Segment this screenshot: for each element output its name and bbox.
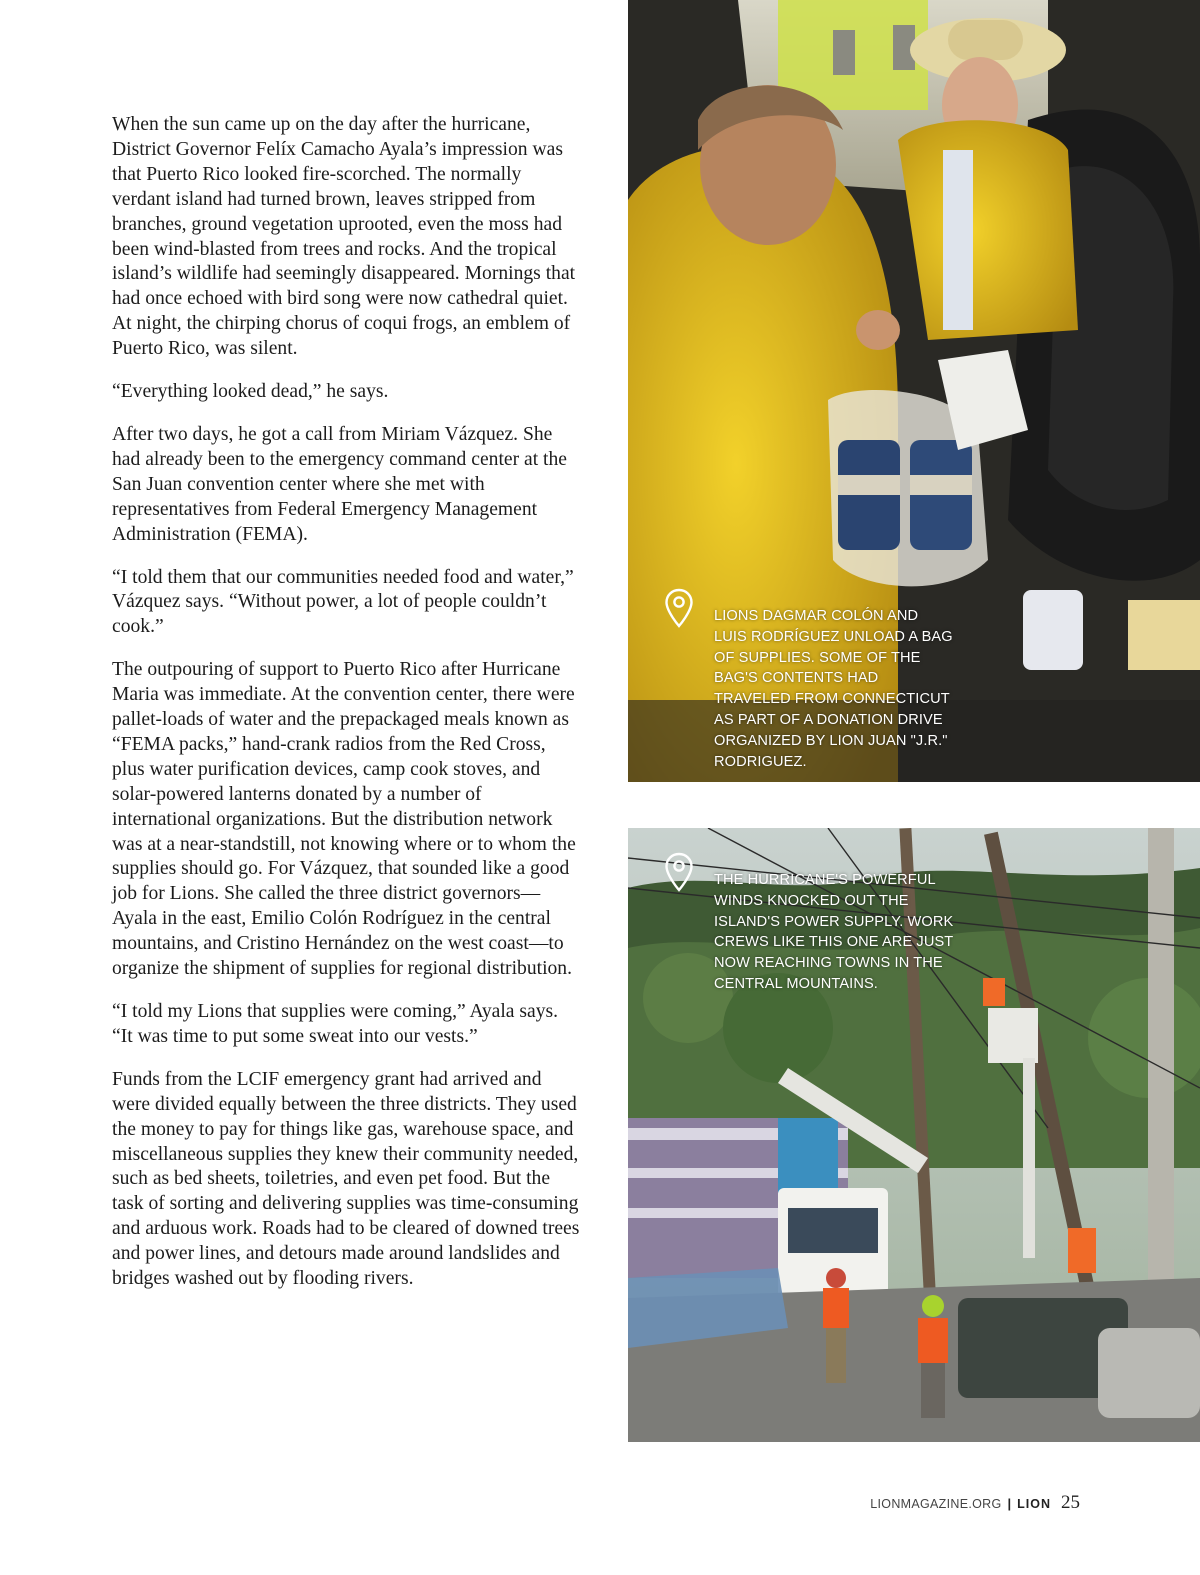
footer-site-url: LIONMAGAZINE.ORG <box>870 1497 1002 1511</box>
footer-brand: LION <box>1017 1497 1051 1511</box>
location-pin-icon <box>664 852 694 892</box>
photo-work-crew-power-lines <box>628 828 1200 1442</box>
photo-caption <box>664 588 954 772</box>
photo-caption-text: THE HURRICANE'S POWERFUL WINDS KNOCKED OUT THE ISLAND'S POWER SUPPLY. WORK CREWS LIKE THIS ONE ARE JUST NOW REACHING TOWNS IN THE CENTRAL MOUNTAINS. <box>714 872 954 992</box>
footer-separator: | <box>1007 1496 1012 1511</box>
article-paragraph: The outpouring of support to Puerto Rico after Hurricane Maria was immediate. At the convention center, there were pallet-loads of water and the prepackaged meals known as “FEMA packs,” hand-crank radios from the Red Cross, plus water purification devices, camp cook stoves, and solar-powered lanterns donated by a number of international organizations. But the distribution network was at a near-standstill, not knowing where or to whom the supplies should go. For Vázquez, that sounded like a good job for Lions. She called the three district governors—Ayala in the east, Emilio Colón Rodríguez in the central mountains, and Cristino Hernández on the west coast—to organize the shipment of supplies for regional distribution. <box>112 659 576 980</box>
photo-caption <box>664 852 954 995</box>
location-pin-icon <box>664 588 694 628</box>
article-paragraph: “I told my Lions that supplies were coming,” Ayala says. “It was time to put some sweat into our vests.” <box>112 1001 559 1047</box>
article-body <box>112 113 582 1310</box>
article-paragraph: “Everything looked dead,” he says. <box>112 381 389 403</box>
photo-caption-text: LIONS DAGMAR COLÓN AND LUIS RODRÍGUEZ UNLOAD A BAG OF SUPPLIES. SOME OF THE BAG'S CONTENTS HAD TRAVELED FROM CONNECTICUT AS PART OF A DONATION DRIVE ORGANIZED BY LION JUAN "J.R." RODRIGUEZ. <box>714 608 953 770</box>
article-paragraph: Funds from the LCIF emergency grant had arrived and were divided equally between the three districts. They used the money to pay for things like gas, warehouse space, and miscellaneous supplies they knew their community needed, such as bed sheets, toiletries, and even pet food. But the task of sorting and delivering supplies was time-consuming and arduous work. Roads had to be cleared of downed trees and power lines, and detours made around landslides and bridges washed out by flooding rivers. <box>112 1068 580 1290</box>
article-paragraph: “I told them that our communities needed food and water,” Vázquez says. “Without power, a lot of people couldn’t cook.” <box>112 566 574 638</box>
page-number: 25 <box>1061 1492 1080 1513</box>
article-paragraph: After two days, he got a call from Miriam Vázquez. She had already been to the emergency command center at the San Juan convention center where she met with representatives from Federal Emergency Management Administration (FEMA). <box>112 423 567 545</box>
article-paragraph: When the sun came up on the day after the hurricane, District Governor Felíx Camacho Ayala’s impression was that Puerto Rico looked fire-scorched. The normally verdant island had turned brown, leaves stripped from branches, ground vegetation uprooted, even the moss had been wind-blasted from trees and rocks. And the tropical island’s wildlife had seemingly disappeared. Mornings that had once echoed with bird song were now cathedral quiet. At night, the chirping chorus of coqui frogs, an emblem of Puerto Rico, was silent. <box>112 114 576 360</box>
photo-volunteers-unloading-supplies <box>628 0 1200 782</box>
page-footer <box>870 1492 1080 1514</box>
